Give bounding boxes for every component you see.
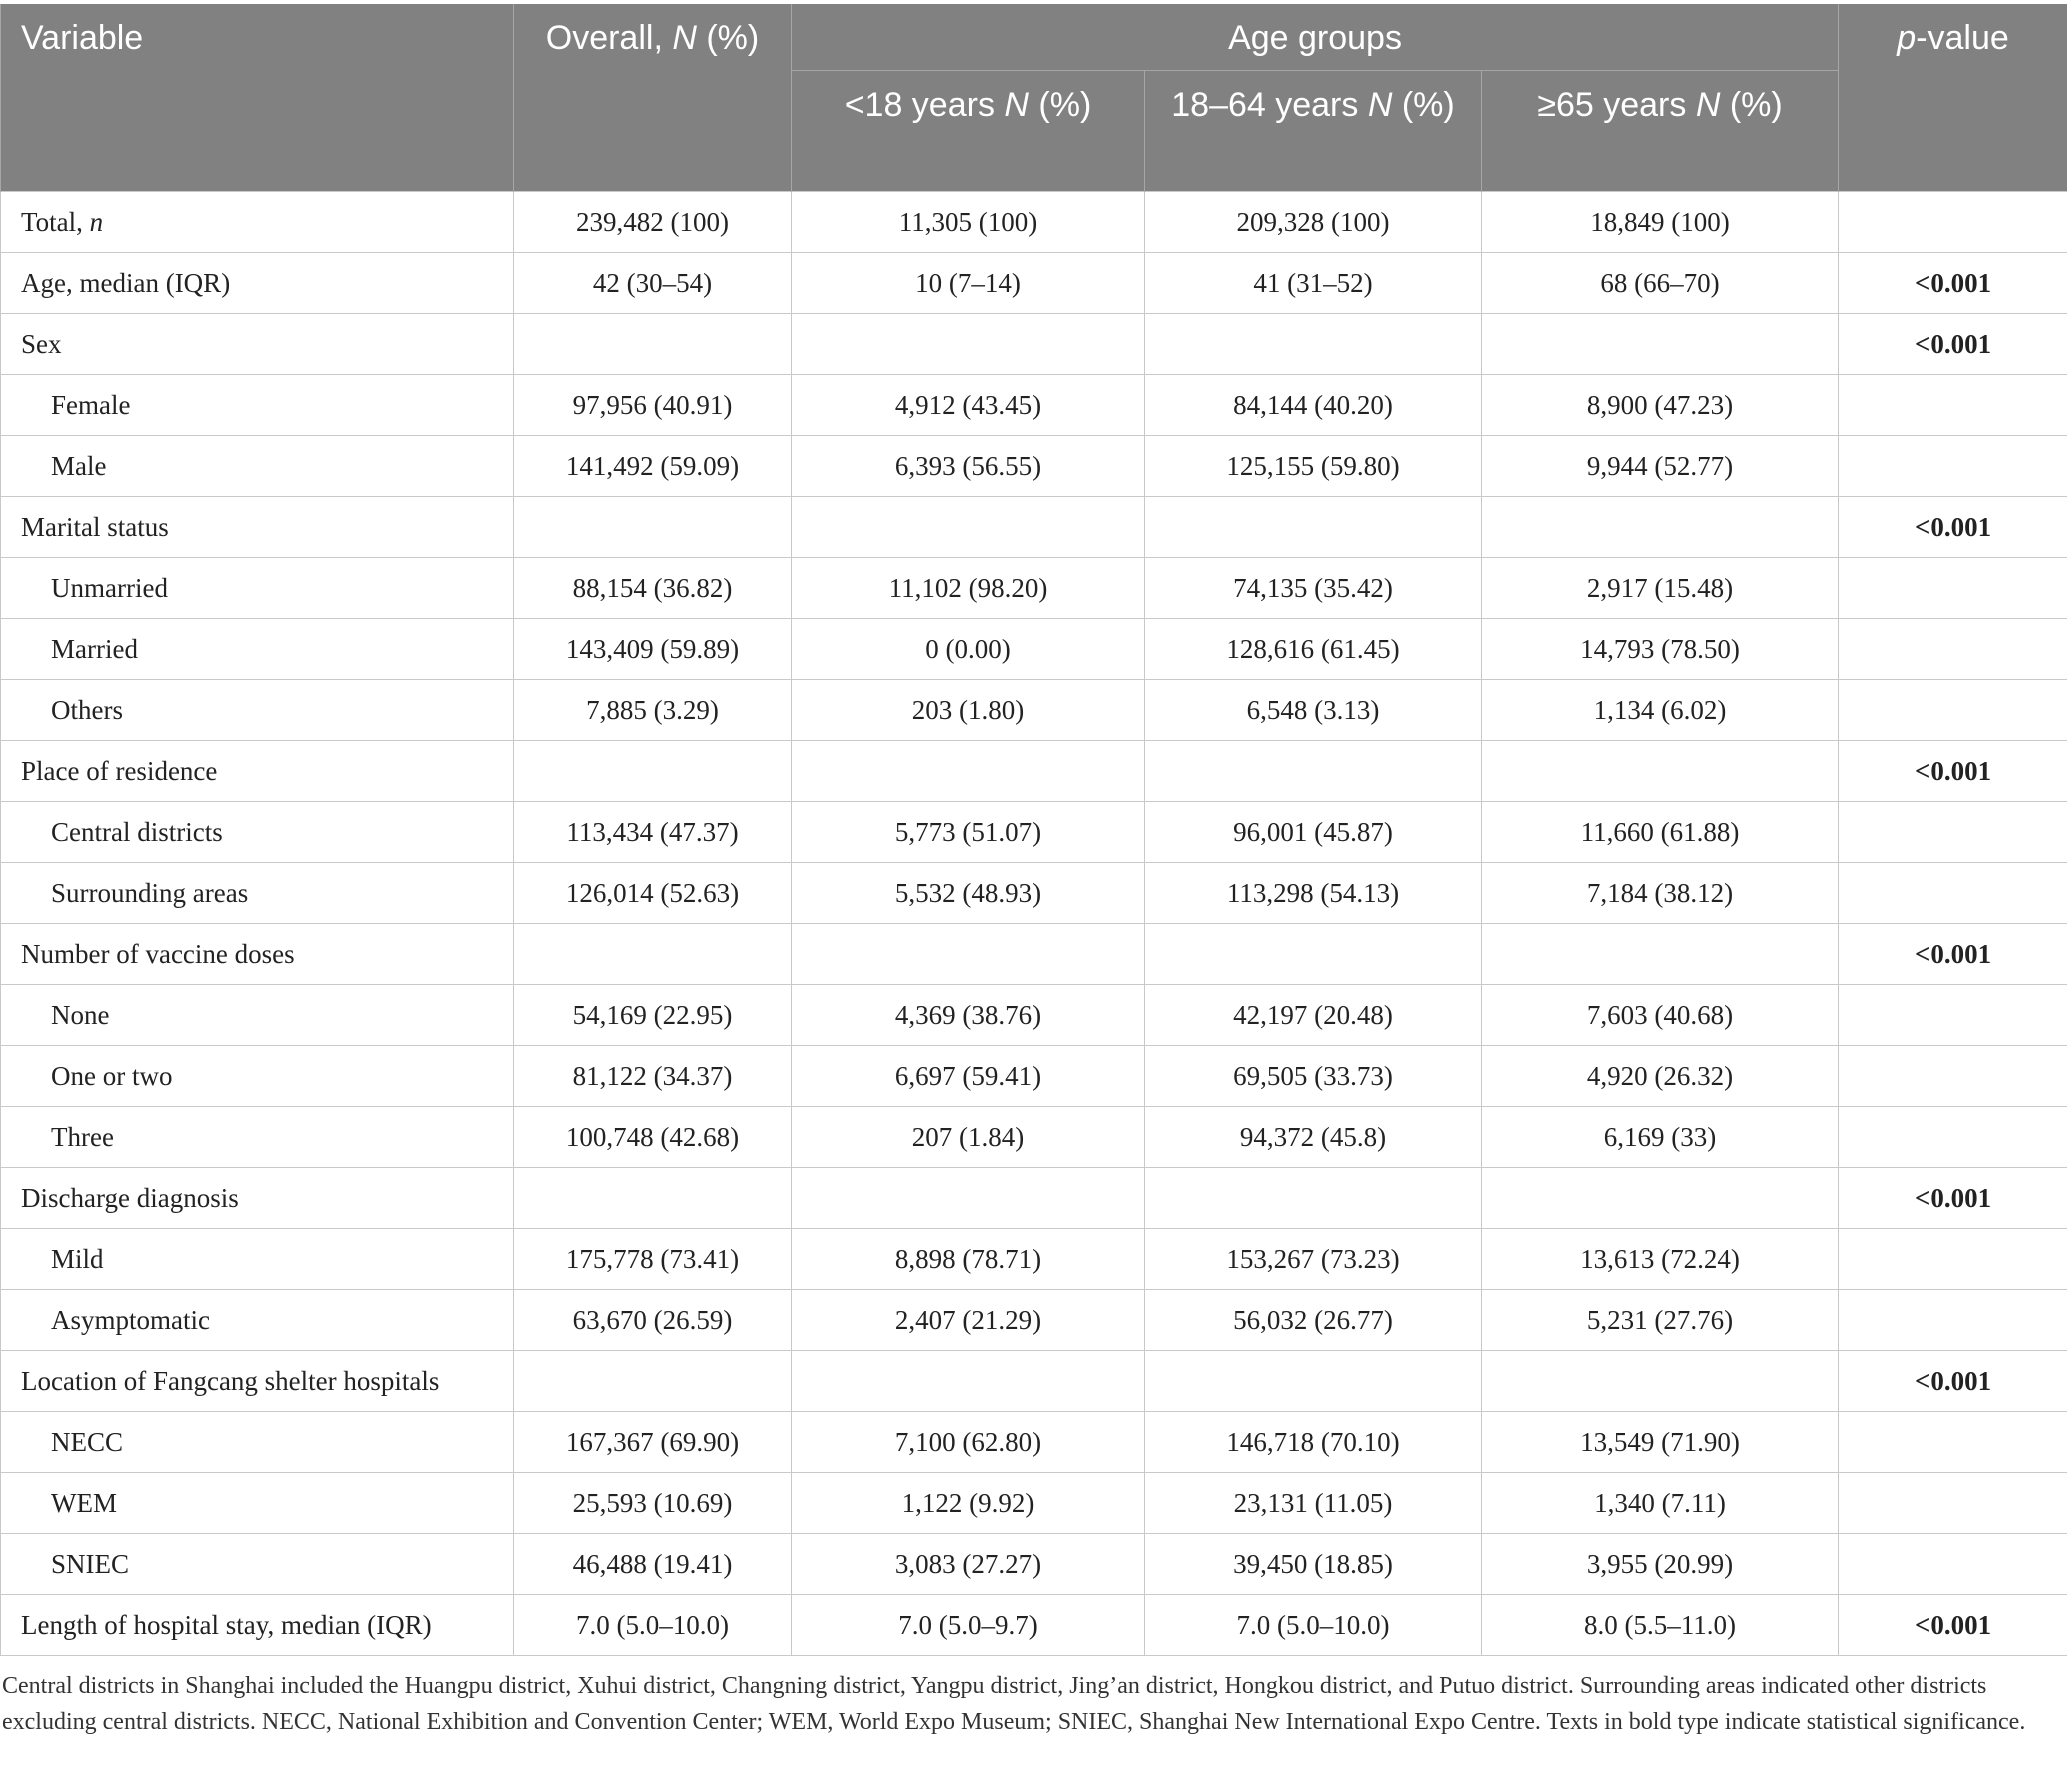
row-label: WEM [1,1473,514,1534]
cell-ge65 [1482,314,1839,375]
p-value-cell [1839,558,2067,619]
cell-overall: 25,593 (10.69) [514,1473,792,1534]
cell-a18_64 [1145,1351,1482,1412]
table-row [1,924,2067,985]
row-label: NECC [1,1412,514,1473]
cell-overall: 143,409 (59.89) [514,619,792,680]
cell-overall [514,1168,792,1229]
p-value-cell: <0.001 [1839,741,2067,802]
cell-ge65: 4,920 (26.32) [1482,1046,1839,1107]
table-row [1,985,2067,1046]
cell-ge65 [1482,497,1839,558]
cell-ge65: 5,231 (27.76) [1482,1290,1839,1351]
cell-overall: 46,488 (19.41) [514,1534,792,1595]
row-label: Three [1,1107,514,1168]
p-value-cell [1839,1534,2067,1595]
cell-ge65 [1482,741,1839,802]
cell-ge65: 13,549 (71.90) [1482,1412,1839,1473]
cell-ge65: 1,340 (7.11) [1482,1473,1839,1534]
cell-ge65: 18,849 (100) [1482,192,1839,253]
row-label: Surrounding areas [1,863,514,924]
cell-lt18 [792,314,1145,375]
table-row [1,619,2067,680]
cell-overall: 54,169 (22.95) [514,985,792,1046]
cell-a18_64: 56,032 (26.77) [1145,1290,1482,1351]
cell-ge65: 7,184 (38.12) [1482,863,1839,924]
row-label: Others [1,680,514,741]
cell-lt18: 0 (0.00) [792,619,1145,680]
cell-overall [514,497,792,558]
row-label: Age, median (IQR) [1,253,514,314]
cell-ge65: 2,917 (15.48) [1482,558,1839,619]
p-value-cell: <0.001 [1839,497,2067,558]
p-value-cell [1839,375,2067,436]
p-value-cell [1839,1290,2067,1351]
cell-overall: 42 (30–54) [514,253,792,314]
cell-lt18: 8,898 (78.71) [792,1229,1145,1290]
table-row [1,375,2067,436]
cell-a18_64 [1145,497,1482,558]
cell-lt18: 7,100 (62.80) [792,1412,1145,1473]
p-value-cell [1839,863,2067,924]
row-label: Place of residence [1,741,514,802]
cell-lt18: 207 (1.84) [792,1107,1145,1168]
cell-overall: 97,956 (40.91) [514,375,792,436]
cell-overall [514,924,792,985]
cell-overall: 175,778 (73.41) [514,1229,792,1290]
header-p-value: p-value [1839,4,2067,192]
p-value-cell [1839,680,2067,741]
cell-a18_64: 42,197 (20.48) [1145,985,1482,1046]
table-row [1,802,2067,863]
row-label: Married [1,619,514,680]
cell-overall: 100,748 (42.68) [514,1107,792,1168]
cell-a18_64: 146,718 (70.10) [1145,1412,1482,1473]
cell-a18_64 [1145,924,1482,985]
table-row [1,314,2067,375]
table-row [1,1473,2067,1534]
cell-ge65 [1482,924,1839,985]
row-label: Sex [1,314,514,375]
row-label: Female [1,375,514,436]
table-row [1,1534,2067,1595]
cell-lt18: 11,305 (100) [792,192,1145,253]
table-body [1,192,2067,1656]
cell-ge65: 8.0 (5.5–11.0) [1482,1595,1839,1656]
cell-a18_64 [1145,1168,1482,1229]
row-label: None [1,985,514,1046]
cell-a18_64: 96,001 (45.87) [1145,802,1482,863]
header-65-plus: ≥65 years N (%) [1482,71,1839,192]
cell-lt18: 7.0 (5.0–9.7) [792,1595,1145,1656]
table-row [1,1046,2067,1107]
cell-ge65: 68 (66–70) [1482,253,1839,314]
cell-ge65: 13,613 (72.24) [1482,1229,1839,1290]
cell-ge65: 6,169 (33) [1482,1107,1839,1168]
cell-overall: 126,014 (52.63) [514,863,792,924]
cell-a18_64: 94,372 (45.8) [1145,1107,1482,1168]
header-under-18: <18 years N (%) [792,71,1145,192]
row-label: Unmarried [1,558,514,619]
cell-ge65 [1482,1168,1839,1229]
cell-lt18: 5,773 (51.07) [792,802,1145,863]
p-value-cell [1839,985,2067,1046]
cell-lt18: 6,697 (59.41) [792,1046,1145,1107]
cell-lt18 [792,924,1145,985]
cell-a18_64: 69,505 (33.73) [1145,1046,1482,1107]
cell-a18_64: 74,135 (35.42) [1145,558,1482,619]
p-value-cell: <0.001 [1839,314,2067,375]
cell-ge65: 14,793 (78.50) [1482,619,1839,680]
cell-a18_64 [1145,741,1482,802]
p-value-cell [1839,1107,2067,1168]
header-age-groups: Age groups [792,4,1839,71]
cell-lt18 [792,497,1145,558]
cell-lt18: 4,912 (43.45) [792,375,1145,436]
demographics-table [0,4,2067,1656]
p-value-cell [1839,1412,2067,1473]
p-value-cell [1839,1046,2067,1107]
p-value-cell: <0.001 [1839,1168,2067,1229]
cell-overall: 141,492 (59.09) [514,436,792,497]
table-row [1,253,2067,314]
cell-a18_64: 6,548 (3.13) [1145,680,1482,741]
table-row [1,1107,2067,1168]
cell-overall: 81,122 (34.37) [514,1046,792,1107]
row-label: Length of hospital stay, median (IQR) [1,1595,514,1656]
row-label: Number of vaccine doses [1,924,514,985]
p-value-cell [1839,802,2067,863]
cell-ge65: 3,955 (20.99) [1482,1534,1839,1595]
cell-a18_64: 128,616 (61.45) [1145,619,1482,680]
cell-overall: 167,367 (69.90) [514,1412,792,1473]
row-label: SNIEC [1,1534,514,1595]
p-value-cell: <0.001 [1839,1351,2067,1412]
p-value-cell [1839,192,2067,253]
table-row [1,1229,2067,1290]
row-label: Total, n [1,192,514,253]
cell-lt18 [792,1351,1145,1412]
cell-lt18 [792,1168,1145,1229]
row-label: Marital status [1,497,514,558]
table-row [1,863,2067,924]
cell-lt18: 3,083 (27.27) [792,1534,1145,1595]
row-label: Location of Fangcang shelter hospitals [1,1351,514,1412]
p-value-cell: <0.001 [1839,253,2067,314]
cell-overall: 7.0 (5.0–10.0) [514,1595,792,1656]
cell-lt18 [792,741,1145,802]
table-wrapper [0,4,2067,1656]
cell-ge65: 7,603 (40.68) [1482,985,1839,1046]
table-row [1,1412,2067,1473]
cell-overall [514,741,792,802]
cell-a18_64: 39,450 (18.85) [1145,1534,1482,1595]
cell-a18_64: 125,155 (59.80) [1145,436,1482,497]
cell-a18_64: 41 (31–52) [1145,253,1482,314]
cell-lt18: 4,369 (38.76) [792,985,1145,1046]
cell-overall: 239,482 (100) [514,192,792,253]
table-row [1,680,2067,741]
header-overall: Overall, N (%) [514,4,792,192]
cell-overall: 63,670 (26.59) [514,1290,792,1351]
table-row [1,192,2067,253]
cell-ge65: 11,660 (61.88) [1482,802,1839,863]
cell-lt18: 5,532 (48.93) [792,863,1145,924]
header-18-64: 18–64 years N (%) [1145,71,1482,192]
table-row [1,1595,2067,1656]
p-value-cell [1839,1229,2067,1290]
table-row [1,1168,2067,1229]
table-row [1,436,2067,497]
p-value-cell: <0.001 [1839,1595,2067,1656]
cell-ge65: 1,134 (6.02) [1482,680,1839,741]
row-label: Male [1,436,514,497]
cell-ge65: 9,944 (52.77) [1482,436,1839,497]
table-row [1,1290,2067,1351]
table-header [1,4,2067,192]
row-label: One or two [1,1046,514,1107]
p-value-cell [1839,1473,2067,1534]
cell-a18_64 [1145,314,1482,375]
table-footnote: Central districts in Shanghai included the Huangpu district, Xuhui district, Changning district, Yangpu district, Jing’an district, Hongkou district, and Putuo district. Surrounding areas indicated other districts excluding central districts. NECC, National Exhibition and Convention Center; WEM, World Expo Museum; SNIEC, Shanghai New International Expo Centre. Texts in bold type indicate statistical significance. [2,1673,2026,1735]
table-row [1,558,2067,619]
cell-overall [514,1351,792,1412]
cell-lt18: 10 (7–14) [792,253,1145,314]
p-value-cell [1839,619,2067,680]
table-row [1,1351,2067,1412]
cell-overall: 88,154 (36.82) [514,558,792,619]
cell-a18_64: 209,328 (100) [1145,192,1482,253]
cell-lt18: 11,102 (98.20) [792,558,1145,619]
row-label: Discharge diagnosis [1,1168,514,1229]
cell-a18_64: 84,144 (40.20) [1145,375,1482,436]
cell-overall: 113,434 (47.37) [514,802,792,863]
cell-lt18: 203 (1.80) [792,680,1145,741]
header-variable: Variable [1,4,514,192]
cell-a18_64: 153,267 (73.23) [1145,1229,1482,1290]
p-value-cell [1839,436,2067,497]
p-value-cell: <0.001 [1839,924,2067,985]
table-row [1,497,2067,558]
cell-lt18: 1,122 (9.92) [792,1473,1145,1534]
cell-a18_64: 23,131 (11.05) [1145,1473,1482,1534]
row-label: Asymptomatic [1,1290,514,1351]
row-label: Central districts [1,802,514,863]
cell-ge65 [1482,1351,1839,1412]
table-row [1,741,2067,802]
row-label: Mild [1,1229,514,1290]
cell-a18_64: 113,298 (54.13) [1145,863,1482,924]
cell-overall [514,314,792,375]
cell-a18_64: 7.0 (5.0–10.0) [1145,1595,1482,1656]
cell-lt18: 6,393 (56.55) [792,436,1145,497]
cell-lt18: 2,407 (21.29) [792,1290,1145,1351]
cell-overall: 7,885 (3.29) [514,680,792,741]
cell-ge65: 8,900 (47.23) [1482,375,1839,436]
